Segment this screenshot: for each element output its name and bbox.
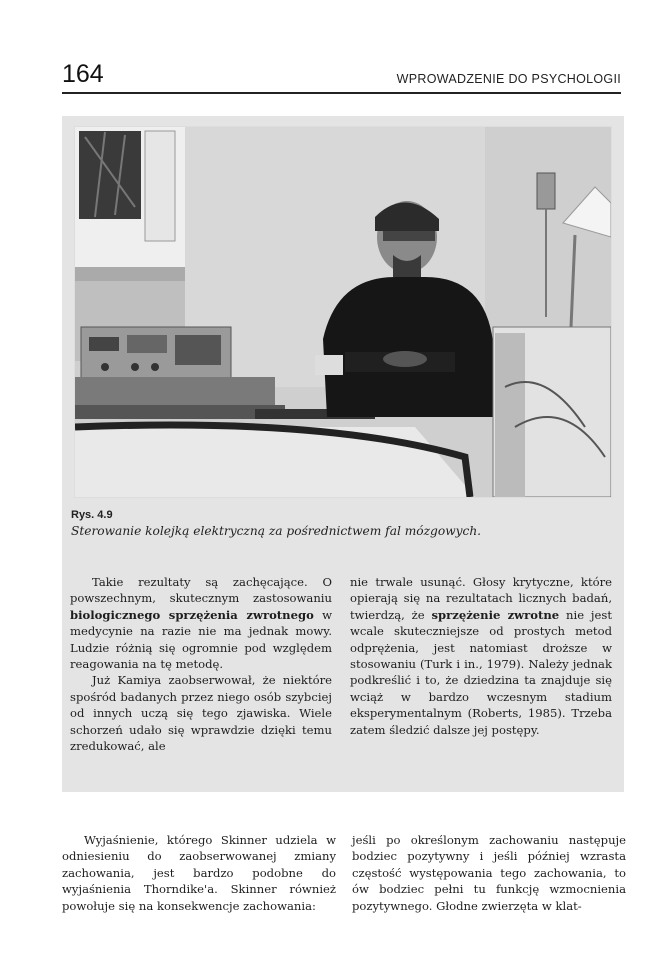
running-title: WPROWADZENIE DO PSYCHOLOGII — [396, 72, 621, 86]
figure-photo — [74, 126, 612, 498]
box-right-column — [350, 574, 612, 738]
page-number: 164 — [62, 60, 104, 88]
box-left-paragraph-1: Takie rezultaty są zachęcające. O powszechnym, skutecznym zastosowaniu biologicznego sprzężenia zwrotnego w medycynie na razie nie ma jednak mowy. Ludzie różnią się ogromnie pod względem reagowania na tę metodę. — [70, 575, 332, 672]
figure-box — [62, 116, 624, 792]
figure-caption-text: Sterowanie kolejką elektryczną za pośrednictwem fal mózgowych. — [71, 524, 482, 538]
box-left-paragraph-2: Już Kamiya zaobserwował, że niektóre spośród badanych przez niego osób szybciej od innych uczą się tego zjawiska. Wiele schorzeń udało się wprawdzie dzięki temu zredukować, ale — [70, 673, 332, 754]
body-right-column — [352, 832, 626, 914]
page-header — [62, 58, 621, 94]
figure-label: Rys. 4.9 — [71, 509, 113, 521]
box-left-column — [70, 574, 332, 754]
bold-term: biologicznego sprzężenia zwrotnego — [70, 607, 314, 622]
box-right-paragraph-1: nie trwale usunąć. Głosy krytyczne, które opierają się na rezultatach licznych badań, twierdzą, że sprzężenie zwrotne nie jest wcale skuteczniejsze od prostych metod odprężenia, jest natomiast droższe w stosowaniu (Turk i in., 1979). Należy jednak podkreślić i to, że dziedzina ta znajduje się wciąż w bardzo wczesnym stadium eksperymentalnym (Roberts, 1985). Trzeba zatem śledzić dalsze jej postępy. — [350, 575, 612, 737]
body-left-paragraph: Wyjaśnienie, którego Skinner udziela w odniesieniu do zaobserwowanej zmiany zachowania, jest bardzo podobne do wyjaśnienia Thorndike'a. Skinner również powołuje się na konsekwencje zachowania: — [62, 833, 336, 913]
figure-caption — [71, 509, 611, 538]
body-left-column — [62, 832, 336, 914]
photo-man-at-lab-desk-icon — [75, 127, 611, 497]
bold-term: sprzężenie zwrotne — [431, 607, 560, 622]
body-right-paragraph: jeśli po określonym zachowaniu następuje bodziec pozytywny i jeśli później wzrasta częstość występowania tego zachowania, to ów bodziec pełni tu funkcję wzmocnienia pozytywnego. Głodne zwierzęta w klat- — [352, 833, 626, 913]
